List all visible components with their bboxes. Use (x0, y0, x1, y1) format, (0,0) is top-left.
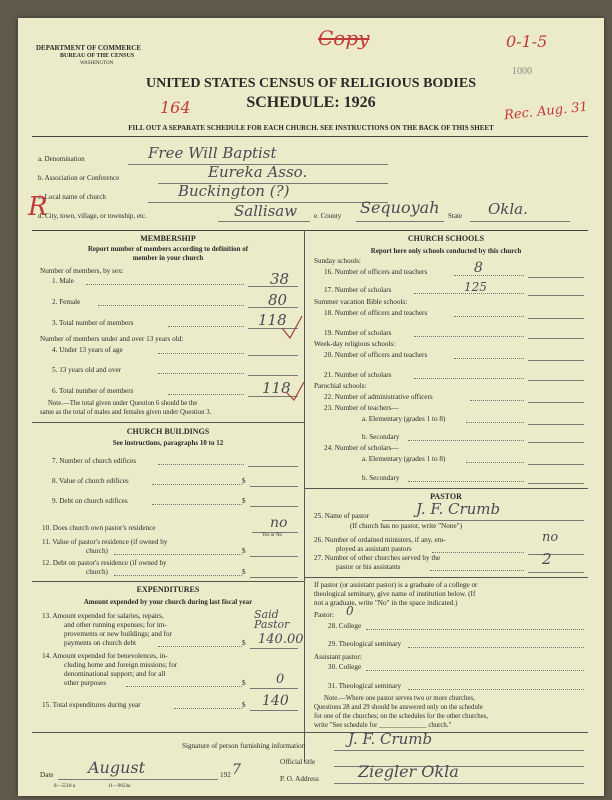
q12-label-b: church) (86, 568, 108, 576)
q2-label: 2. Female (52, 298, 81, 306)
q29-label: 29. Theological seminary (328, 640, 402, 648)
pastor-note-1: Note.—Where one pastor serves two or more churches, (324, 695, 475, 702)
q1-label: 1. Male (52, 277, 74, 285)
q24a-label: a. Elementary (grades 1 to 8) (362, 455, 446, 463)
q6-value: 118 (262, 379, 291, 397)
q8-line (250, 486, 298, 487)
q19-label: 19. Number of scholars (324, 329, 392, 337)
membership-sub2: member in your church (132, 254, 204, 262)
q14-label-d: other purposes (64, 679, 107, 687)
q10-value: no (270, 515, 288, 531)
q10-hint: Yes or No (262, 533, 283, 538)
pastor-sub-label: Pastor: (314, 611, 334, 619)
q15-dollar: $ (242, 701, 246, 709)
section-top-rule (32, 230, 588, 231)
city-label: WASHINGTON (80, 61, 114, 66)
q13-note: Said Pastor (254, 608, 290, 631)
buildings-sub: See instructions, paragraphs 10 to 12 (112, 439, 224, 447)
q26-label-a: 26. Number of ordained ministers, if any, em- (314, 536, 446, 544)
weekday-label: Week-day religious schools: (314, 340, 396, 348)
q16-label: 16. Number of officers and teachers (324, 268, 428, 276)
college-note-2: theological seminary, give name of institution below. (If (314, 590, 476, 598)
address-value: Ziegler Okla (358, 762, 459, 781)
header-rule (32, 136, 588, 137)
membership-note-1: Note.—The total given under Question 6 should be the (48, 400, 198, 407)
q21-label: 21. Number of scholars (324, 371, 392, 379)
city-town-value: Sallisaw (234, 202, 298, 220)
q7-dots (158, 464, 244, 465)
q19-dots (414, 336, 524, 337)
q27-dots (430, 570, 524, 571)
q15-dots (174, 708, 242, 709)
stamp-number: 1000 (512, 66, 532, 77)
form-number-2: 11—9054a (108, 784, 131, 789)
q25-note: (If church has no pastor, write "None") (350, 522, 462, 530)
q11-label-a: 11. Value of pastor's residence (if owned by (42, 538, 168, 546)
q8-dollar: $ (242, 477, 246, 485)
q18-line (528, 318, 584, 319)
q16-line (528, 277, 584, 278)
q18-label: 18. Number of officers and teachers (324, 309, 428, 317)
association-value: Eureka Asso. (208, 163, 308, 181)
q4-dots (158, 353, 244, 354)
q6-dots (168, 394, 244, 395)
q30-dots (366, 670, 584, 671)
q1-dots (86, 284, 244, 285)
date-line (58, 779, 218, 780)
q3-label: 3. Total number of members (52, 319, 134, 327)
instruction-line: FILL OUT A SEPARATE SCHEDULE FOR EACH CHURCH. SEE INSTRUCTIONS ON THE BACK OF THIS SHEET (128, 124, 494, 132)
q27-label-b: pastor or his assistants (336, 563, 401, 571)
q13-dots (158, 646, 242, 647)
buildings-rule (32, 422, 304, 423)
form-title: UNITED STATES CENSUS OF RELIGIOUS BODIES (145, 76, 476, 91)
association-label: b. Association or Conference (38, 174, 120, 182)
q30-label: 30. College (328, 663, 362, 671)
q17-label: 17. Number of scholars (324, 286, 392, 294)
state-line (470, 221, 570, 222)
q25-label: 25. Name of pastor (314, 512, 370, 520)
schedule-title: SCHEDULE: 1926 (246, 94, 376, 111)
q9-dots (152, 504, 242, 505)
q2-dots (98, 305, 244, 306)
q7-line (248, 466, 298, 467)
q13-label-c: provements or new buildings; and for (64, 630, 172, 638)
q19-line (528, 338, 584, 339)
pastor-heading: PASTOR (430, 492, 462, 501)
pastor-mark: 0 (346, 604, 354, 618)
q24b-line (528, 483, 584, 484)
q17-line (528, 295, 584, 296)
q13-dollar: $ (242, 639, 246, 647)
q23-label: 23. Number of teachers— (324, 404, 399, 412)
bureau-label: BUREAU OF THE CENSUS (60, 53, 135, 59)
department-label: DEPARTMENT OF COMMERCE (36, 44, 142, 52)
r-mark: R (28, 192, 48, 222)
q13-line (250, 648, 298, 649)
summer-label: Summer vacation Bible schools: (314, 298, 408, 306)
address-line (334, 783, 584, 784)
county-label: e. County (314, 212, 342, 220)
signature-line (334, 750, 584, 751)
denomination-label: a. Denomination (38, 155, 85, 163)
under-over-label: Number of members under and over 13 years old: (40, 335, 184, 343)
hand-received: Rec. Aug. 31 (503, 99, 589, 124)
local-name-value: Buckington (?) (178, 182, 290, 200)
year-printed: 192 (220, 771, 231, 779)
expenditures-sub: Amount expended by your church during last fiscal year (83, 598, 253, 606)
parochial-label: Parochial schools: (314, 382, 367, 390)
q9-line (250, 506, 298, 507)
q13-value: 140.00 (258, 632, 304, 647)
q31-label: 31. Theological seminary (328, 682, 402, 690)
q14-label-a: 14. Amount expended for benevolences, in- (42, 652, 168, 660)
q11-dots (114, 554, 242, 555)
q3-value: 118 (258, 311, 287, 329)
q16-dots (454, 275, 524, 276)
pastor-note-4: write "See schedule for ______________ church." (314, 722, 452, 729)
q3-dots (168, 326, 244, 327)
q16-value: 8 (474, 260, 483, 276)
q22-line (528, 402, 584, 403)
check-marks-icon (242, 308, 306, 418)
q21-line (528, 380, 584, 381)
schools-sub: Report here only schools conducted by this church (370, 247, 522, 255)
state-value: Okla. (488, 200, 528, 218)
q8-dots (152, 484, 242, 485)
college-note-1: If pastor (or assistant pastor) is a graduate of a college or (314, 581, 478, 589)
q28-dots (366, 629, 584, 630)
q20-label: 20. Number of officers and teachers (324, 351, 428, 359)
q23a-line (528, 424, 584, 425)
q13-label-b: and other running expenses; for im- (64, 621, 167, 629)
sunday-label: Sunday schools: (314, 257, 361, 265)
q24-label: 24. Number of scholars— (324, 444, 399, 452)
q15-label: 15. Total expenditures during year (42, 701, 141, 709)
pastor-note-2: Questions 28 and 29 should be answered only on the schedule (314, 704, 483, 711)
q7-label: 7. Number of church edifices (52, 457, 137, 465)
signature-label: Signature of person furnishing information (182, 742, 306, 750)
q23b-dots (408, 440, 524, 441)
q9-dollar: $ (242, 497, 246, 505)
q24b-dots (408, 481, 524, 482)
q12-dots (114, 575, 242, 576)
q14-dots (126, 686, 242, 687)
q2-value: 80 (268, 291, 288, 309)
census-schedule-form (18, 18, 604, 796)
q23b-line (528, 442, 584, 443)
q15-line (250, 710, 298, 711)
q20-dots (454, 358, 524, 359)
county-line (356, 221, 444, 222)
expenditures-rule (32, 581, 304, 582)
state-label: State (448, 212, 462, 220)
q5-dots (158, 373, 244, 374)
q21-dots (414, 378, 524, 379)
q24a-line (528, 464, 584, 465)
q17-value: 125 (464, 280, 487, 294)
q10-label: 10. Does church own pastor's residence (42, 524, 156, 532)
q22-label: 22. Number of administrative officers (324, 393, 433, 401)
buildings-heading: CHURCH BUILDINGS (126, 427, 210, 436)
signature-value: J. F. Crumb (348, 730, 433, 748)
q9-label: 9. Debt on church edifices (52, 497, 128, 505)
by-sex-label: Number of members, by sex: (40, 267, 124, 275)
pastor-rule (304, 488, 588, 489)
county-value: Sequoyah (360, 198, 440, 217)
membership-sub1: Report number of members according to definition of (87, 245, 249, 253)
q26-label-b: ployed as assistant pastors (336, 545, 412, 553)
college-rule (304, 577, 588, 578)
code-mark: 0-1-5 (506, 32, 548, 51)
q27-line (528, 572, 584, 573)
q12-line (250, 577, 298, 578)
q18-dots (454, 316, 524, 317)
denomination-value: Free Will Baptist (148, 144, 277, 162)
city-town-label: d. City, town, village, or township, etc. (38, 212, 147, 220)
q15-value: 140 (262, 693, 289, 709)
q28-label: 28. College (328, 622, 362, 630)
q24a-dots (466, 462, 524, 463)
q14-label-c: denominational support; and for all (64, 670, 166, 678)
year-hand: 7 (232, 762, 241, 778)
q25-line (382, 520, 584, 521)
q11-dollar: $ (242, 547, 246, 555)
hand-number: 164 (160, 98, 191, 117)
college-note-3: not a graduate, write "No" in the space indicated.) (314, 599, 458, 607)
form-number: 8—5518 a (54, 784, 75, 789)
q24b-label: b. Secondary (362, 474, 400, 482)
date-label: Date (40, 771, 54, 779)
q14-label-b: cluding home and foreign missions; for (64, 661, 178, 669)
q5-label: 5. 13 years old and over (52, 366, 122, 374)
q29-dots (408, 647, 584, 648)
q26-line (528, 554, 584, 555)
schools-heading: CHURCH SCHOOLS (407, 234, 485, 243)
pastor-note-3: for one of the churches; on the schedules for the other churches, (314, 713, 489, 720)
expenditures-heading: EXPENDITURES (136, 585, 200, 594)
q14-value: 0 (276, 672, 285, 687)
local-name-label: c. Local name of church (38, 193, 106, 201)
q11-line (250, 556, 298, 557)
official-title-label: Official title (280, 758, 316, 766)
q23a-dots (466, 422, 524, 423)
date-value: August (88, 758, 146, 777)
q23b-label: b. Secondary (362, 433, 400, 441)
q26-dots (432, 552, 524, 553)
q23a-label: a. Elementary (grades 1 to 8) (362, 415, 446, 423)
q27-label-a: 27. Number of other churches served by the (314, 554, 441, 562)
q13-label-d: payments on church debt (64, 639, 137, 647)
q4-label: 4. Under 13 years of age (52, 346, 123, 354)
q12-dollar: $ (242, 568, 246, 576)
q8-label: 8. Value of church edifices (52, 477, 129, 485)
q1-value: 38 (270, 270, 290, 288)
footer-rule (32, 732, 588, 733)
q31-dots (408, 689, 584, 690)
q14-line (250, 688, 298, 689)
q27-value: 2 (542, 550, 552, 568)
q25-value: J. F. Crumb (416, 500, 501, 518)
assistant-label: Assistant pastor: (314, 653, 362, 661)
membership-note-2: same as the total of males and females given under Question 3. (40, 409, 212, 416)
q13-label-a: 13. Amount expended for salaries, repairs, (42, 612, 164, 620)
membership-heading: MEMBERSHIP (140, 234, 196, 243)
copy-mark: Copy (318, 26, 370, 50)
q14-dollar: $ (242, 679, 246, 687)
q20-line (528, 360, 584, 361)
q26-value: no (542, 530, 559, 545)
address-label: P. O. Address (280, 775, 319, 783)
q12-label-a: 12. Debt on pastor's residence (if owned by (42, 559, 167, 567)
q6-label: 6. Total number of members (52, 387, 134, 395)
city-town-line (218, 221, 310, 222)
q11-label-b: church) (86, 547, 108, 555)
q22-dots (470, 400, 524, 401)
